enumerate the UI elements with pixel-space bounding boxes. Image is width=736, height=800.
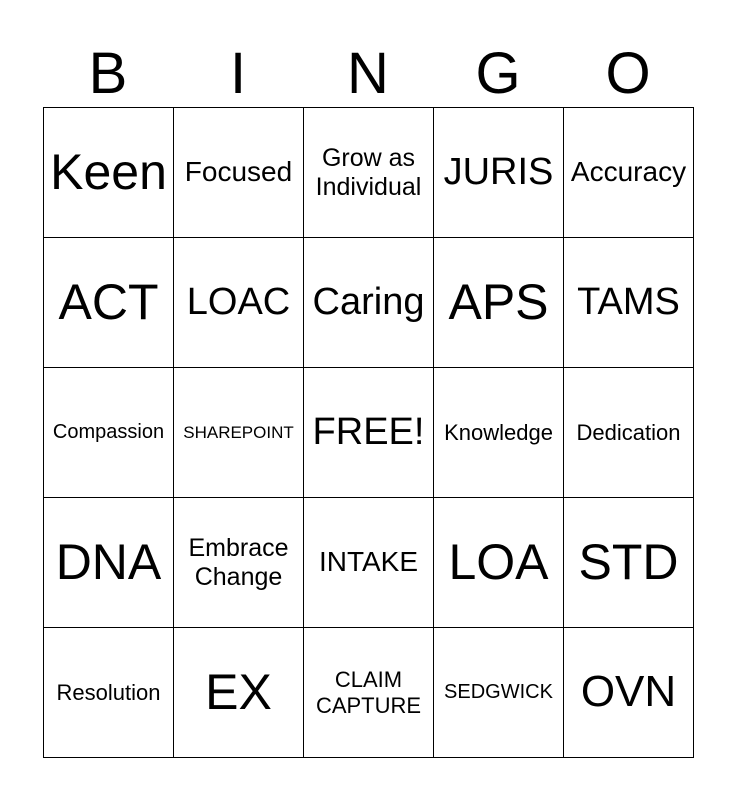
bingo-cell[interactable]: Compassion: [44, 368, 174, 498]
bingo-board: [43, 107, 694, 758]
header-letter-n: N: [347, 41, 389, 106]
bingo-cell[interactable]: CLAIM CAPTURE: [304, 628, 434, 758]
bingo-cell[interactable]: Embrace Change: [174, 498, 304, 628]
header-letter-i: I: [229, 41, 247, 106]
bingo-cell[interactable]: APS: [434, 238, 564, 368]
bingo-cell[interactable]: Resolution: [44, 628, 174, 758]
bingo-cell[interactable]: STD: [564, 498, 694, 628]
header-letter-o: O: [605, 41, 651, 106]
bingo-header: [43, 40, 693, 108]
bingo-cell[interactable]: Keen: [44, 108, 174, 238]
bingo-cell[interactable]: LOAC: [174, 238, 304, 368]
bingo-cell[interactable]: SHAREPOINT: [174, 368, 304, 498]
bingo-cell[interactable]: TAMS: [564, 238, 694, 368]
header-letter-g: G: [475, 41, 521, 106]
bingo-cell[interactable]: Dedication: [564, 368, 694, 498]
header-letter-b: B: [88, 41, 128, 106]
bingo-cell[interactable]: OVN: [564, 628, 694, 758]
bingo-cell[interactable]: DNA: [44, 498, 174, 628]
bingo-cell[interactable]: Grow as Individual: [304, 108, 434, 238]
bingo-cell[interactable]: LOA: [434, 498, 564, 628]
bingo-cell[interactable]: Caring: [304, 238, 434, 368]
bingo-cell[interactable]: Focused: [174, 108, 304, 238]
bingo-cell[interactable]: Accuracy: [564, 108, 694, 238]
bingo-cell[interactable]: ACT: [44, 238, 174, 368]
free-space-cell[interactable]: FREE!: [304, 368, 434, 498]
bingo-cell[interactable]: Knowledge: [434, 368, 564, 498]
bingo-cell[interactable]: INTAKE: [304, 498, 434, 628]
bingo-cell[interactable]: JURIS: [434, 108, 564, 238]
bingo-cell[interactable]: SEDGWICK: [434, 628, 564, 758]
bingo-cell[interactable]: EX: [174, 628, 304, 758]
